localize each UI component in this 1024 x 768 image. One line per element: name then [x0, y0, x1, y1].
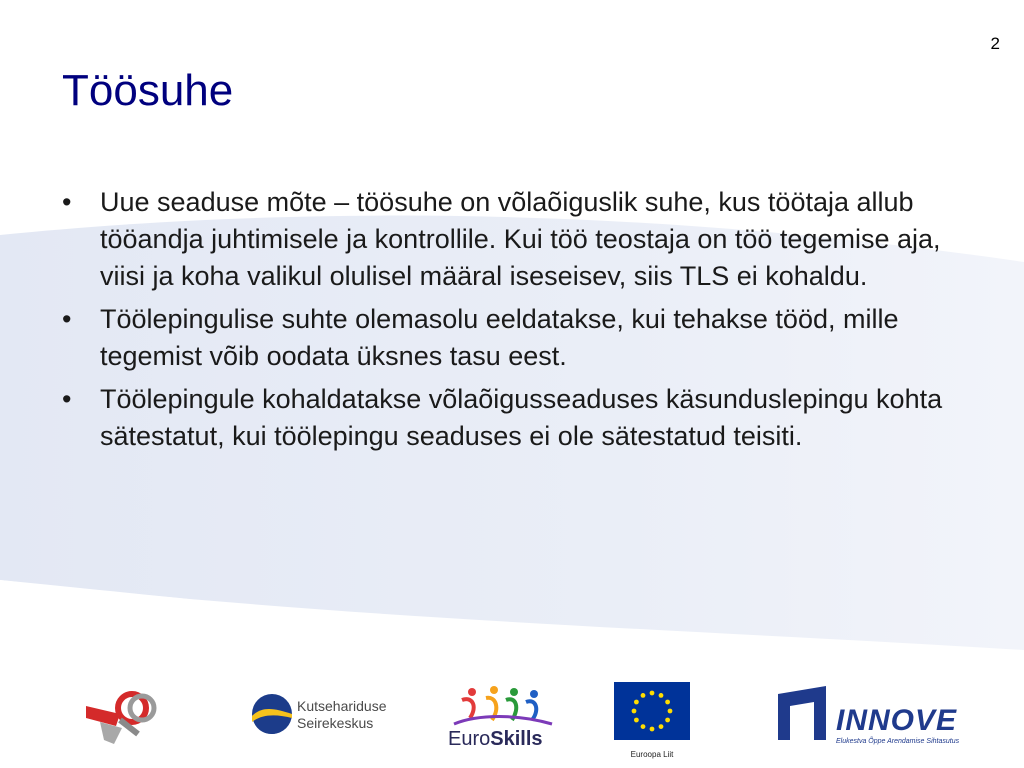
bullet-marker: •: [62, 384, 72, 414]
euroskills-part1: Euro: [448, 728, 491, 750]
kutseharidus-line2: Seirekeskus: [297, 715, 374, 731]
innove-logo: [776, 684, 996, 748]
wave-circle-icon: [250, 692, 294, 736]
content-box: [52, 178, 970, 668]
innove-arch-icon: [776, 684, 830, 742]
kutseharidus-line1: Kutsehariduse: [297, 698, 387, 714]
bullet-text: Töölepingule kohaldatakse võlaõigusseaduses käsunduslepingu kohta sätestatut, kui töölepingu seaduses ei ole sätestatud teisiti.: [100, 384, 943, 451]
innove-wordmark: INNOVE: [836, 704, 958, 737]
kutseharidus-text: [297, 698, 387, 732]
bullet-text: Töölepingulise suhte olemasolu eeldatakse, kui tehakse tööd, mille tegemist võib oodata üksnes tasu eest.: [100, 304, 899, 371]
bullet-item: [62, 184, 960, 295]
logo-strip: [0, 670, 1024, 768]
eu-label: Euroopa Liit: [630, 750, 674, 759]
euroskills-logo: [448, 684, 558, 756]
bullet-text: Uue seaduse mõte – töösuhe on võlaõiguslik suhe, kus töötaja allub tööandja juhtimisele ja kontrollile. Kui töö teostaja on töö tegemise aja, viisi ja koha valikul olulisel määral iseseisev, siis TLS ei kohaldu.: [100, 187, 941, 291]
innove-subtitle: Elukestva Õppe Arendamise Sihtasutus: [836, 738, 960, 745]
figures-icon: [448, 684, 558, 730]
bullet-item: [62, 381, 960, 455]
euroskills-part2: Skills: [490, 728, 543, 750]
slide-title: Töösuhe: [62, 66, 234, 115]
eu-flag-icon: [614, 682, 690, 740]
eu-logo: [614, 682, 690, 762]
bullet-marker: •: [62, 304, 72, 334]
keys-logo: [80, 684, 160, 748]
keys-icon: [80, 684, 160, 748]
euroskills-wordmark: [448, 728, 558, 751]
bullet-item: [62, 301, 960, 375]
page-number: 2: [990, 34, 1000, 53]
bullet-marker: •: [62, 187, 72, 217]
bullet-list: [62, 184, 960, 461]
kutseharidus-logo: [250, 692, 420, 742]
